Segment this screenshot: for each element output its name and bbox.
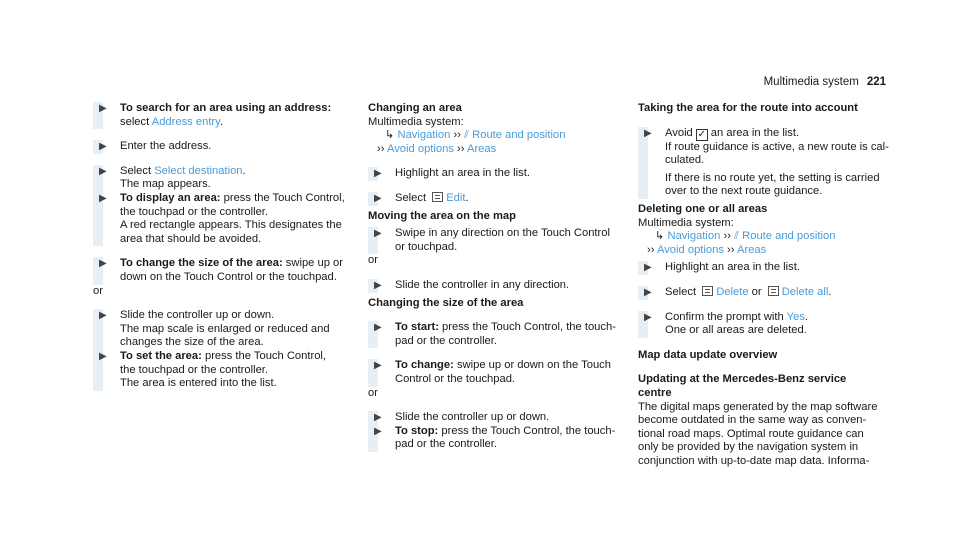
step: ▶ Swipe in any direction on the Touch Control or touchpad.: [368, 227, 623, 254]
section-heading: Changing an area: [368, 102, 462, 114]
column-2: Changing an area Multimedia system: ↳ Navigation ›› ⫽ Route and position ›› Avoid options ›› Areas ▶ Highlight an area in the list. ▶ Select Edit. Moving the area on the map ▶ Swipe in any direction on the Touch Control or touchpad. or ▶ Slide the controller in any direction. Changing the size of the area ▶ To start: press the Touch Control, the touch- pad or the controller. ▶ To change: swipe up or down on the Touch Control or the touchpad. or ▶ Slide the controller up or down. ▶ To stop: press the Touch Control, the touch- pad or the controller.: [368, 102, 623, 452]
menu-icon: [432, 192, 443, 202]
column-1: ▶ To search for an area using an address: select Address entry. ▶ Enter the address. ▶ Select Select destination. The map appears. ▶ To display an area: press the Touch Control, the touchpad or the controller. A red rectangle appears. This designates the area that should be avoided. ▶ To change the size of the area: swipe up or down on the Touch Control or the touchpad. or ▶ Slide the controller up or down. The map scale is enlarged or reduced and changes the size of the area. ▶ To set the area: press the Touch Control, the touchpad or the controller. The area is entered into the list.: [93, 102, 348, 391]
link-address-entry[interactable]: Address entry: [151, 115, 220, 128]
chevron-icon: ››: [723, 230, 731, 243]
arrow-icon: ▶: [99, 103, 107, 114]
menu-path: ↳ Navigation ›› ⫽ Route and position: [655, 230, 836, 243]
step: ▶ Select Select destination. The map appears.: [93, 165, 348, 192]
chevron-icon: ››: [647, 243, 655, 256]
step: ▶ To search for an area using an address: select Address entry.: [93, 102, 348, 129]
step: ▶ To change the size of the area: swipe up or down on the Touch Control or the touchpad.: [93, 257, 348, 284]
section-heading: Moving the area on the map: [368, 209, 516, 222]
step: ▶ To start: press the Touch Control, the touch- pad or the controller.: [368, 321, 623, 348]
chevron-icon: ››: [457, 142, 465, 155]
arrow-icon: ▶: [374, 228, 382, 240]
arrow-icon: ▶: [644, 311, 652, 323]
chevron-icon: ››: [453, 129, 461, 142]
route-icon: ⫽: [734, 230, 740, 243]
step: ▶ Enter the address.: [93, 140, 348, 154]
arrow-icon: ▶: [374, 412, 382, 424]
arrow-icon: ▶: [99, 141, 107, 153]
menu-path: ›› Avoid options ›› Areas: [647, 243, 767, 256]
step: ▶ Slide the controller up or down. The map scale is enlarged or reduced and changes the size of the area.: [93, 309, 348, 350]
section-heading: Map data update overview: [638, 348, 778, 361]
step: ▶ Highlight an area in the list.: [638, 261, 893, 275]
menu-path: ›› Avoid options ›› Areas: [377, 142, 497, 155]
arrow-icon: ▶: [99, 350, 107, 362]
step: ▶ Slide the controller up or down.: [368, 411, 623, 425]
step: ▶ To display an area: press the Touch Control, the touchpad or the controller. A red rectangle appears. This designates the area that should be avoided.: [93, 192, 348, 246]
arrow-icon: ▶: [644, 262, 652, 274]
page-header: [764, 76, 886, 90]
arrow-icon: ▶: [99, 258, 107, 270]
arrow-icon: ▶: [374, 168, 382, 180]
menu-icon: [768, 286, 779, 296]
step: ▶ To change: swipe up or down on the Touch Control or the touchpad.: [368, 359, 623, 386]
arrow-icon: ▶: [99, 310, 107, 322]
step: ▶ Avoid ✓ an area in the list. If route guidance is active, a new route is cal- culated. If there is no route yet, the setting is carried over to the next route guidance.: [638, 127, 893, 199]
step: ▶ Highlight an area in the list.: [368, 167, 623, 181]
arrow-icon: ▶: [644, 127, 652, 139]
menu-path: ↳ Navigation ›› ⫽ Route and position: [385, 129, 566, 142]
section-heading: Changing the size of the area: [368, 296, 524, 309]
link-select-destination[interactable]: Select destination: [154, 164, 243, 177]
route-icon: ⫽: [464, 129, 470, 142]
step: ▶ Select Delete or Delete all.: [638, 286, 893, 300]
arrow-icon: ▶: [99, 192, 107, 204]
arrow-icon: ▶: [374, 279, 382, 291]
step: ▶ Slide the controller in any direction.: [368, 279, 623, 293]
step: ▶ To set the area: press the Touch Control, the touchpad or the controller. The area is entered into the list.: [93, 350, 348, 391]
arrow-icon: ▶: [644, 286, 652, 298]
chevron-icon: ››: [377, 142, 385, 155]
section-heading: Taking the area for the route into account: [638, 102, 858, 114]
step: ▶ Confirm the prompt with Yes. One or all areas are deleted.: [638, 311, 893, 338]
section-heading: Deleting one or all areas: [638, 202, 768, 215]
subsection-heading: Updating at the Mercedes-Benz service: [638, 373, 847, 386]
section-title: Multimedia system: [763, 76, 859, 88]
path-arrow-icon: ↳: [385, 129, 395, 142]
chevron-icon: ››: [727, 243, 735, 256]
path-arrow-icon: ↳: [655, 230, 665, 243]
arrow-icon: ▶: [374, 192, 382, 204]
menu-icon: [702, 286, 713, 296]
arrow-icon: ▶: [374, 425, 382, 437]
checkbox-icon: ✓: [697, 128, 706, 140]
arrow-icon: ▶: [99, 165, 107, 177]
page-number: 221: [866, 76, 886, 88]
step: ▶ To stop: press the Touch Control, the touch- pad or the controller.: [368, 425, 623, 452]
step: ▶ Select Edit.: [368, 192, 623, 206]
arrow-icon: ▶: [374, 360, 382, 372]
column-3: Taking the area for the route into account ▶ Avoid ✓ an area in the list. If route guidance is active, a new route is cal- culated. If there is no route yet, the setting is carried over to the next route guidance. Deleting one or all areas Multimedia system: ↳ Navigation ›› ⫽ Route and position ›› Avoid options ›› Areas ▶ Highlight an area in the list. ▶ Select Delete or Delete all. ▶ Confirm the prompt with Yes. One or all areas are deleted. Map data update overview Updating at the Mercedes-Benz service centre The digital maps generated by the map software become outdated in the same way as conven- tional road maps. Optimal route guidance can only be provided by the navigation system in conjunction with up-to-date map data. Informa-: [638, 102, 893, 468]
paragraph: The digital maps generated by the map software become outdated in the same way as conven- tional road maps. Optimal route guidance can only be provided by the navigation system in conjunction with up-to-date map data. Informa-: [638, 400, 878, 467]
arrow-icon: ▶: [374, 322, 382, 334]
